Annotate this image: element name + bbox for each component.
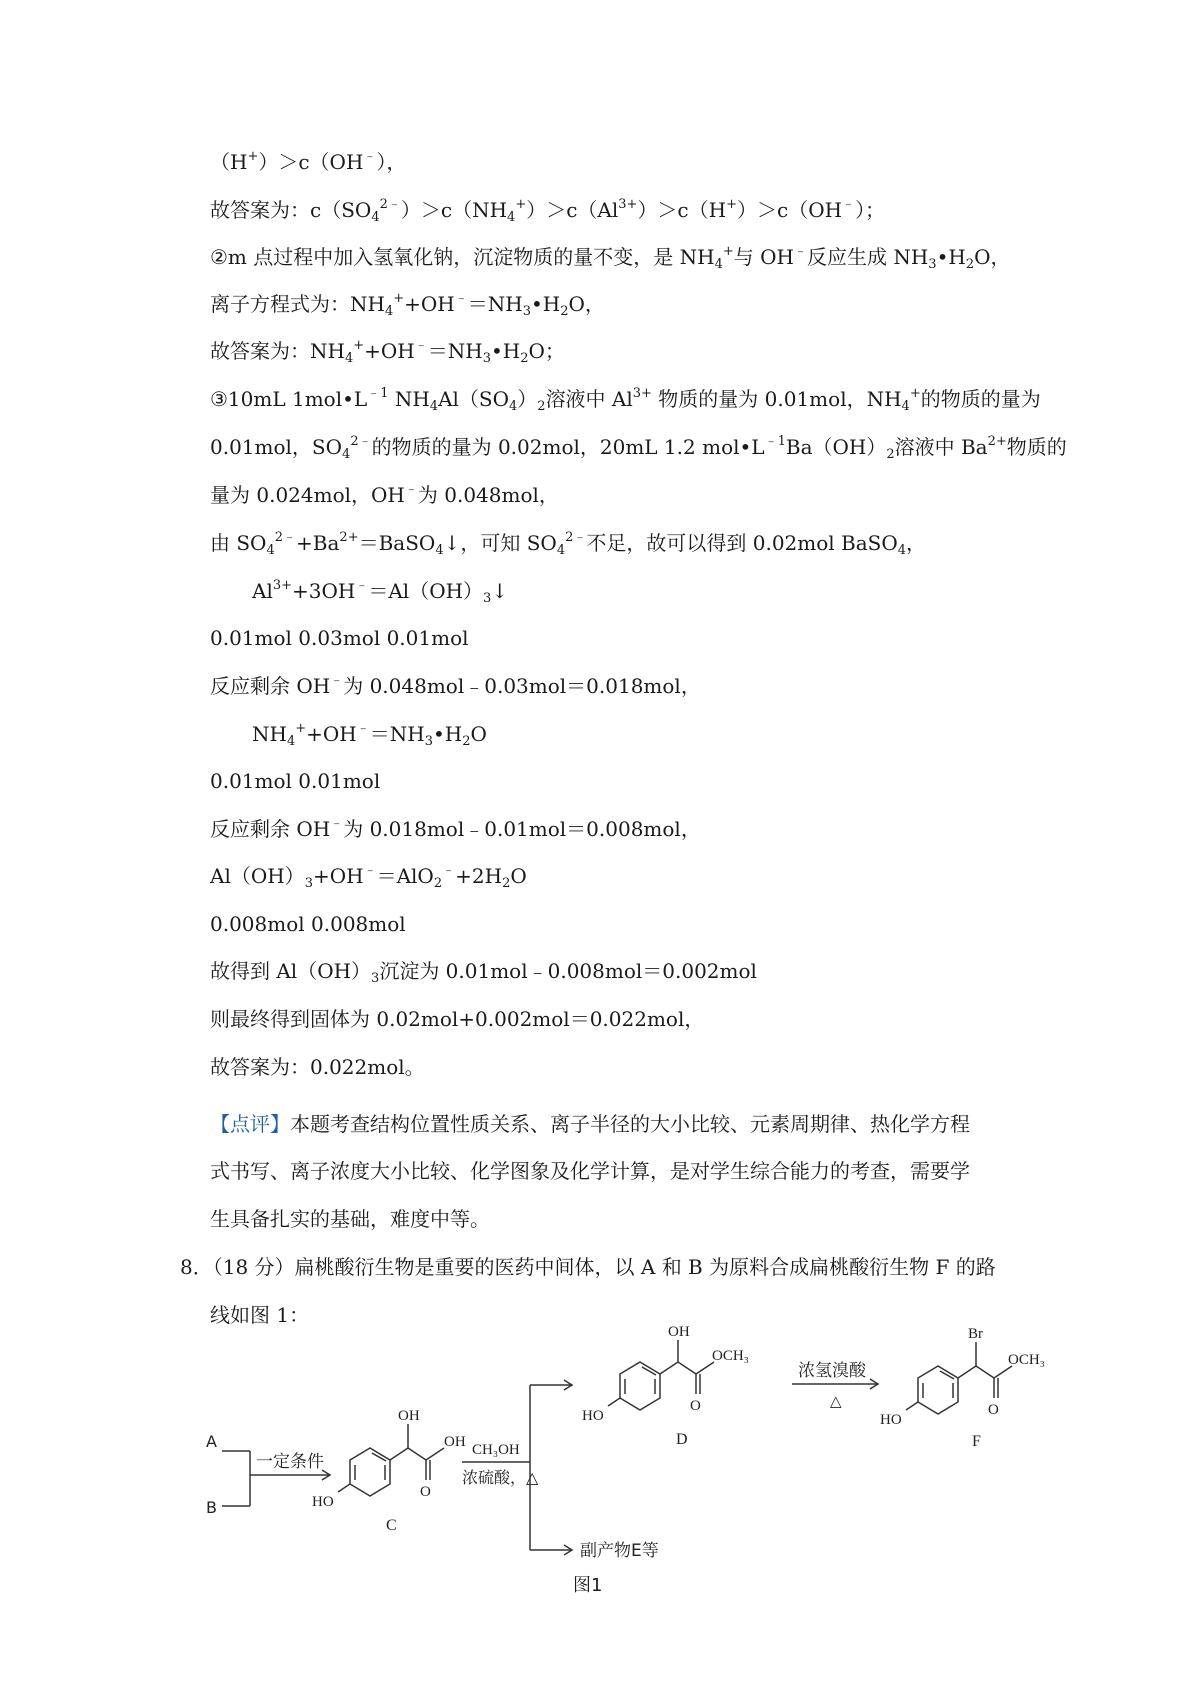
comment-text-1: 本题考查结构位置性质关系、离子半径的大小比较、元素周期律、热化学方程 [290, 1112, 970, 1136]
text-line-l4: 离子方程式为：$NH_4^++OH^﹣=NH_3•H_2O$， [210, 291, 605, 319]
comment-tag: 【点评】 [210, 1112, 290, 1136]
condition-3-top: 浓氢溴酸 [798, 1361, 866, 1381]
text-line-l18: 故得到 $Al(OH)_3$沉淀为 0.01mol﹣0.008mol＝0.002mol [210, 959, 757, 986]
text-line-l16: $Al(OH)_3+OH^﹣=AlO_2^﹣+2H_2O$ [210, 863, 527, 891]
text-line-l20: 故答案为：0.022mol。 [210, 1055, 425, 1079]
f-och3-label: OCH₃ [1008, 1352, 1045, 1368]
text-line-l7: 0.01mol，$SO_4^{2﹣}$的物质的量为 0.02mol，20mL 1.2 $mol•L^{﹣1}Ba(OH)_2$溶液中 $Ba^{2+}$物质的 [210, 434, 1067, 462]
f-br-label: Br [968, 1326, 983, 1342]
question-line-1: 8．（18 分）扁桃酸衍生物是重要的医药中间体，以 A 和 B 为原料合成扁桃酸衍生物 F 的路 [180, 1255, 996, 1279]
figure-caption: 图1 [573, 1575, 603, 1596]
condition-1: 一定条件 [256, 1452, 324, 1472]
f-label: F [972, 1433, 981, 1450]
reactant-a-label: A [206, 1432, 217, 1451]
c-acid-oh-label: OH [444, 1434, 466, 1450]
d-oh-label: OH [668, 1324, 690, 1340]
c-label: C [386, 1517, 397, 1534]
d-ho-label: HO [582, 1408, 604, 1424]
text-line-l19: 则最终得到固体为 0.02mol+0.002mol＝0.022mol， [210, 1007, 705, 1031]
question-line-2: 线如图 1： [210, 1303, 310, 1327]
reactant-b-label: B [206, 1498, 217, 1517]
condition-2-top: CH₃OH [472, 1442, 520, 1458]
synthesis-scheme [200, 1320, 1080, 1560]
d-och3-label: OCH₃ [712, 1348, 749, 1364]
text-line-l14: 0.01mol 0.01mol [210, 769, 381, 793]
text-line-l17: 0.008mol 0.008mol [210, 912, 406, 936]
f-o-label: O [988, 1402, 999, 1418]
d-o-label: O [690, 1398, 701, 1414]
d-label: D [676, 1431, 688, 1448]
condition-2-bottom: 浓硫酸，△ [462, 1468, 539, 1487]
condition-3-bottom: △ [830, 1392, 842, 1410]
c-o-label: O [420, 1484, 431, 1500]
text-line-l10: $Al^{3+}+3OH^﹣=Al(OH)_3↓$ [252, 578, 509, 606]
comment-line-3: 生具备扎实的基础，难度中等。 [210, 1207, 490, 1231]
text-line-l9: 由 $SO_4^{2﹣}+Ba^{2+}=BaSO_4↓$，可知 $SO_4^{2﹣}$不足，故可以得到 0.02mol BaSO$_4$， [210, 530, 927, 558]
text-line-l8: 量为 0.024mol，OH﹣为 0.048mol， [210, 482, 559, 507]
text-line-l1: （H+）＞c（OH﹣）， [210, 149, 407, 174]
byproduct-label: 副产物E等 [580, 1541, 659, 1560]
text-line-l12: 反应剩余 OH﹣为 0.048mol﹣0.03mol＝0.018mol， [210, 673, 701, 698]
comment-line-2: 式书写、离子浓度大小比较、化学图象及化学计算，是对学生综合能力的考查，需要学 [210, 1159, 970, 1183]
f-ho-label: HO [880, 1412, 902, 1428]
text-line-l2: 故答案为：$c(SO_4^{2﹣})>c(NH_4^+)>c(Al^{3+})>c(H^+)>c(OH^﹣)$； [210, 197, 886, 225]
text-line-l3: ②m 点过程中加入氢氧化钠，沉淀物质的量不变，是 $NH_4^+$与 OH﹣反应生成 $NH_3•H_2O$， [210, 244, 1011, 272]
text-line-l13: $NH_4^++OH^﹣=NH_3•H_2O$ [252, 721, 487, 749]
comment-line-1 [210, 1110, 970, 1138]
text-line-l11: 0.01mol 0.03mol 0.01mol [210, 626, 469, 650]
text-line-l15: 反应剩余 OH﹣为 0.018mol﹣0.01mol＝0.008mol， [210, 816, 701, 841]
c-ho-label: HO [312, 1494, 334, 1510]
text-line-l6: ③10mL $1mol•L^{﹣1}$ $NH_4Al(SO_4)_2$溶液中 $Al^{3+}$ 物质的量为 0.01mol，$NH_4^+$的物质的量为 [210, 386, 1041, 414]
c-oh-label: OH [398, 1408, 420, 1424]
text-line-l5: 故答案为：$NH_4^++OH^﹣=NH_3•H_2O$； [210, 338, 565, 366]
